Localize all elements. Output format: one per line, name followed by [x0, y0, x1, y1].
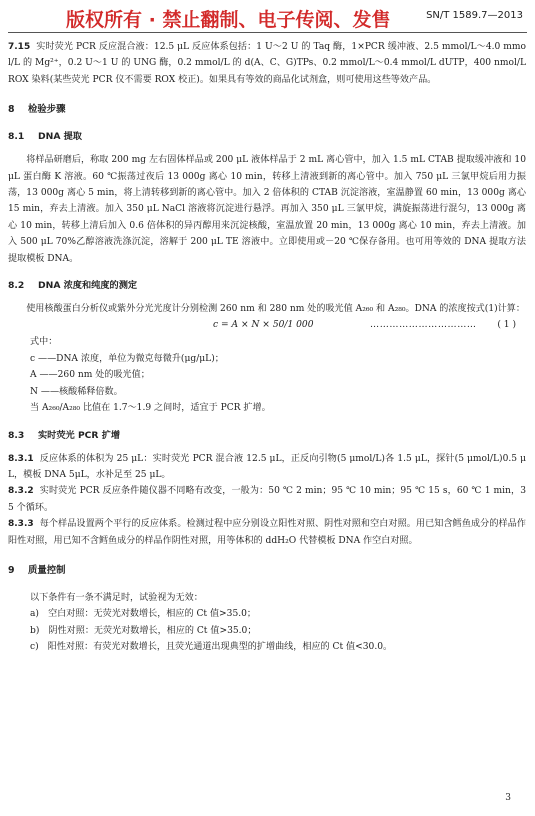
section-heading-8-2	[8, 278, 526, 294]
clause-text: 反应体系的体积为 25 μL：实时荧光 PCR 混合液 12.5 μL，正反向引物(5 μmol/L)各 1.5 μL，探针(5 μmol/L)0.5 μL，模板 DNA 5μL，水补足至 25 μL。	[8, 453, 526, 480]
clause-8-3-3	[8, 516, 526, 549]
clause-7-15	[8, 39, 526, 88]
page-number: 3	[505, 793, 511, 803]
clause-text: 实时荧光 PCR 反应混合液：12.5 μL 反应体系包括：1 U～2 U 的 Taq 酶，1×PCR 缓冲液、2.5 mmol/L～4.0 mmol/L 的 Mg²⁺，0.2 U～1 U 的 UNG 酶，0.2 mmol/L 的 d(A、C、G)TPs、0.2 mmol/L～0.4 mmol/L dUTP，400 nmol/L ROX 染料(某些荧光 PCR 仪不需要 ROX 校正)。如果具有等效的商品化试剂盒，则可使用这些等效产品。	[8, 42, 526, 85]
page-header	[0, 0, 535, 34]
section-heading-9	[8, 563, 526, 579]
clause-number: 7.15	[8, 42, 31, 52]
section-number: 8.2	[8, 280, 25, 292]
clause-text: 实时荧光 PCR 反应条件随仪器不同略有改变，一般为：50 ℃ 2 min；95 ℃ 10 min；95 ℃ 15 s，60 ℃ 1 min，35 个循环。	[8, 486, 526, 513]
condition-negative: b) 阴性对照：无荧光对数增长，相应的 Ct 值>35.0；	[30, 625, 257, 636]
standard-number: SN/T 1589.7—2013	[426, 10, 523, 21]
definition-c: c ——DNA 浓度，单位为微克每微升(μg/μL)；	[30, 353, 224, 364]
condition-positive: c) 阳性对照：有荧光对数增长，且荧光通道出现典型的扩增曲线，相应的 Ct 值<30.0。	[30, 642, 393, 653]
section-heading-8	[8, 102, 526, 118]
formula-1	[8, 317, 526, 334]
dna-extraction-text: 将样品研磨后，称取 200 mg 左右固体样品或 200 μL 液体样品于 2 mL 离心管中，加入 1.5 mL CTAB 提取缓冲液和 10 μL 蛋白酶 K 溶液。60 ℃振荡过夜后 13 000g 离心 10 min，转移上清液到新的离心管中。加入 750 μL 三氯甲烷后用力振荡，13 000g 离心 5 min，将上清转移到新的离心管中。加入 2 倍体积的 CTAB 沉淀溶液，室温静置 60 min，13 000g 离心 15 min，弃去上清液。加入 350 μL NaCl 溶液将沉淀进行悬浮。再加入 350 μL 三氯甲烷，满旋振荡进行混匀，13 000g 离心 10 min，转移上清后加入 0.6 倍体积的异丙醇用来沉淀核酸，室温放置 20 min，13 000g 离心 10 min，弃去上清液。加入 500 μL 70%乙醇溶液洗涤沉淀，溶解于 200 μL TE 溶液中。立即使用或－20 ℃保存备用。也可用等效的 DNA 提取方法提取模板 DNA。	[8, 155, 526, 264]
section-number: 8	[8, 104, 15, 116]
section-number: 8.3	[8, 429, 25, 441]
section-title: 实时荧光 PCR 扩增	[38, 429, 121, 441]
document-body	[8, 39, 526, 656]
quality-intro: 以下条件有一条不满足时，试验视为无效：	[30, 592, 203, 603]
header-rule	[8, 32, 527, 33]
formula-number: ( 1 )	[497, 320, 516, 331]
dna-concentration-text: 使用核酸蛋白分析仪或紫外分光光度计分别检测 260 nm 和 280 nm 处的吸光值 A₂₆₀ 和 A₂₈₀。DNA 的浓度按式(1)计算：	[26, 304, 525, 315]
clause-text: 每个样品设置两个平行的反应体系。检测过程中应分别设立阳性对照、阴性对照和空白对照。用已知含鳕鱼成分的样品作阳性对照，用已知不含鳕鱼成分的样品作阴性对照，用等体积的 ddH₂O 代替模板 DNA 作空白对照。	[8, 519, 526, 546]
section-title: DNA 提取	[38, 131, 82, 143]
definition-n: N ——核酸稀释倍数。	[30, 386, 123, 397]
clause-number: 8.3.3	[8, 519, 34, 530]
where-label: 式中：	[30, 337, 58, 348]
definition-a: A ——260 nm 处的吸光值；	[30, 370, 150, 381]
clause-number: 8.3.1	[8, 453, 34, 464]
section-heading-8-1	[8, 129, 526, 145]
section-title: 检验步骤	[28, 104, 66, 116]
clause-8-3-1	[8, 451, 526, 484]
formula-expression: c = A × N × 50/1 000	[213, 320, 314, 331]
section-number: 9	[8, 564, 15, 576]
condition-blank: a) 空白对照：无荧光对数增长，相应的 Ct 值>35.0；	[30, 609, 257, 620]
section-number: 8.1	[8, 131, 25, 143]
section-heading-8-3	[8, 428, 526, 444]
formula-leader-dots: ……………………………	[370, 320, 477, 331]
ratio-note: 当 A₂₆₀/A₂₈₀ 比值在 1.7～1.9 之间时，适宜于 PCR 扩增。	[30, 403, 271, 414]
section-title: DNA 浓度和纯度的测定	[38, 280, 138, 292]
section-title: 质量控制	[28, 564, 66, 576]
copyright-watermark: 版权所有 · 禁止翻制、电子传阅、发售	[66, 9, 391, 31]
clause-number: 8.3.2	[8, 486, 34, 497]
clause-8-3-2	[8, 483, 526, 516]
